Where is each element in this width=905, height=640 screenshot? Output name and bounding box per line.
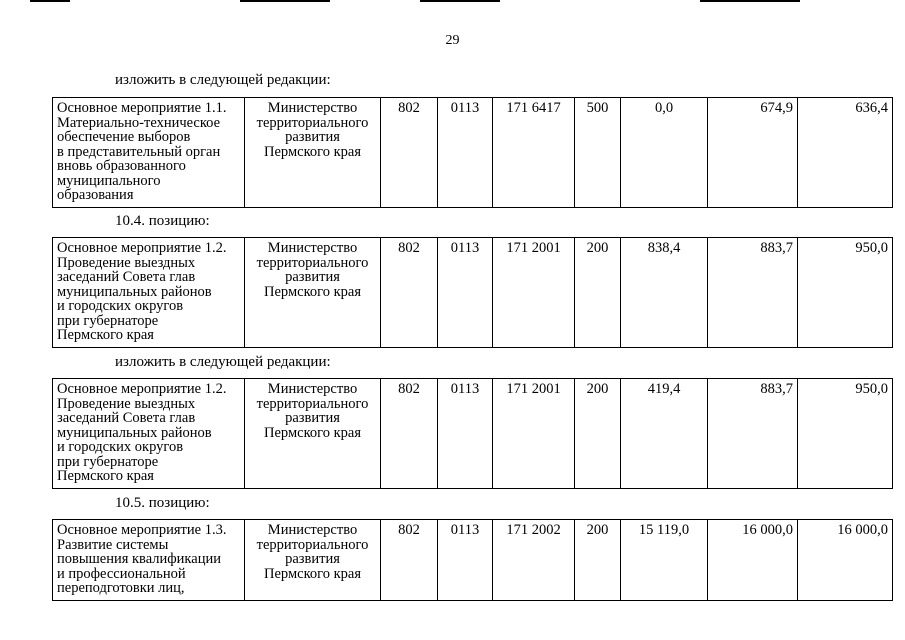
activity-name-cell: Основное мероприятие 1.1. Материально-техническое обеспечение выборов в представительный орган вновь образованного муниципального образования bbox=[53, 98, 245, 208]
executor-cell: Министерство территориального развития Пермского края bbox=[245, 379, 381, 489]
paragraph-position-ref: 10.4. позицию: bbox=[115, 213, 210, 229]
amount-cell-1: 419,4 bbox=[621, 379, 708, 489]
amount-cell-2: 674,9 bbox=[708, 98, 798, 208]
section-code-cell: 0113 bbox=[438, 238, 493, 348]
amount-cell-1: 0,0 bbox=[621, 98, 708, 208]
page-number: 29 bbox=[445, 33, 460, 48]
amount-cell-2: 883,7 bbox=[708, 379, 798, 489]
expense-type-cell: 200 bbox=[575, 379, 621, 489]
paragraph-position-ref: 10.5. позицию: bbox=[115, 495, 210, 511]
top-edge-line bbox=[240, 0, 330, 2]
executor-cell: Министерство территориального развития Пермского края bbox=[245, 520, 381, 601]
paragraph-edit-instruction: изложить в следующей редакции: bbox=[115, 354, 331, 370]
top-edge-line bbox=[30, 0, 70, 2]
activity-name-cell: Основное мероприятие 1.2. Проведение выездных заседаний Совета глав муниципальных районов и городских округов при губернаторе Пермского края bbox=[53, 238, 245, 348]
target-article-cell: 171 6417 bbox=[493, 98, 575, 208]
amount-cell-3: 16 000,0 bbox=[798, 520, 893, 601]
amount-cell-3: 950,0 bbox=[798, 379, 893, 489]
budget-table-row bbox=[52, 378, 893, 489]
activity-name-cell: Основное мероприятие 1.2. Проведение выездных заседаний Совета глав муниципальных районов и городских округов при губернаторе Пермского края bbox=[53, 379, 245, 489]
expense-type-cell: 500 bbox=[575, 98, 621, 208]
amount-cell-1: 15 119,0 bbox=[621, 520, 708, 601]
expense-type-cell: 200 bbox=[575, 520, 621, 601]
ministry-code-cell: 802 bbox=[381, 238, 438, 348]
target-article-cell: 171 2001 bbox=[493, 238, 575, 348]
budget-table-row bbox=[52, 97, 893, 208]
paragraph-edit-instruction: изложить в следующей редакции: bbox=[115, 72, 331, 88]
budget-table-row bbox=[52, 519, 893, 601]
expense-type-cell: 200 bbox=[575, 238, 621, 348]
target-article-cell: 171 2001 bbox=[493, 379, 575, 489]
ministry-code-cell: 802 bbox=[381, 98, 438, 208]
top-edge-line bbox=[420, 0, 500, 2]
amount-cell-3: 950,0 bbox=[798, 238, 893, 348]
executor-cell: Министерство территориального развития Пермского края bbox=[245, 98, 381, 208]
section-code-cell: 0113 bbox=[438, 520, 493, 601]
target-article-cell: 171 2002 bbox=[493, 520, 575, 601]
amount-cell-2: 16 000,0 bbox=[708, 520, 798, 601]
budget-table-row bbox=[52, 237, 893, 348]
section-code-cell: 0113 bbox=[438, 98, 493, 208]
ministry-code-cell: 802 bbox=[381, 520, 438, 601]
amount-cell-2: 883,7 bbox=[708, 238, 798, 348]
amount-cell-1: 838,4 bbox=[621, 238, 708, 348]
executor-cell: Министерство территориального развития Пермского края bbox=[245, 238, 381, 348]
amount-cell-3: 636,4 bbox=[798, 98, 893, 208]
activity-name-cell: Основное мероприятие 1.3. Развитие системы повышения квалификации и профессиональной переподготовки лиц, bbox=[53, 520, 245, 601]
section-code-cell: 0113 bbox=[438, 379, 493, 489]
top-edge-line bbox=[700, 0, 800, 2]
ministry-code-cell: 802 bbox=[381, 379, 438, 489]
